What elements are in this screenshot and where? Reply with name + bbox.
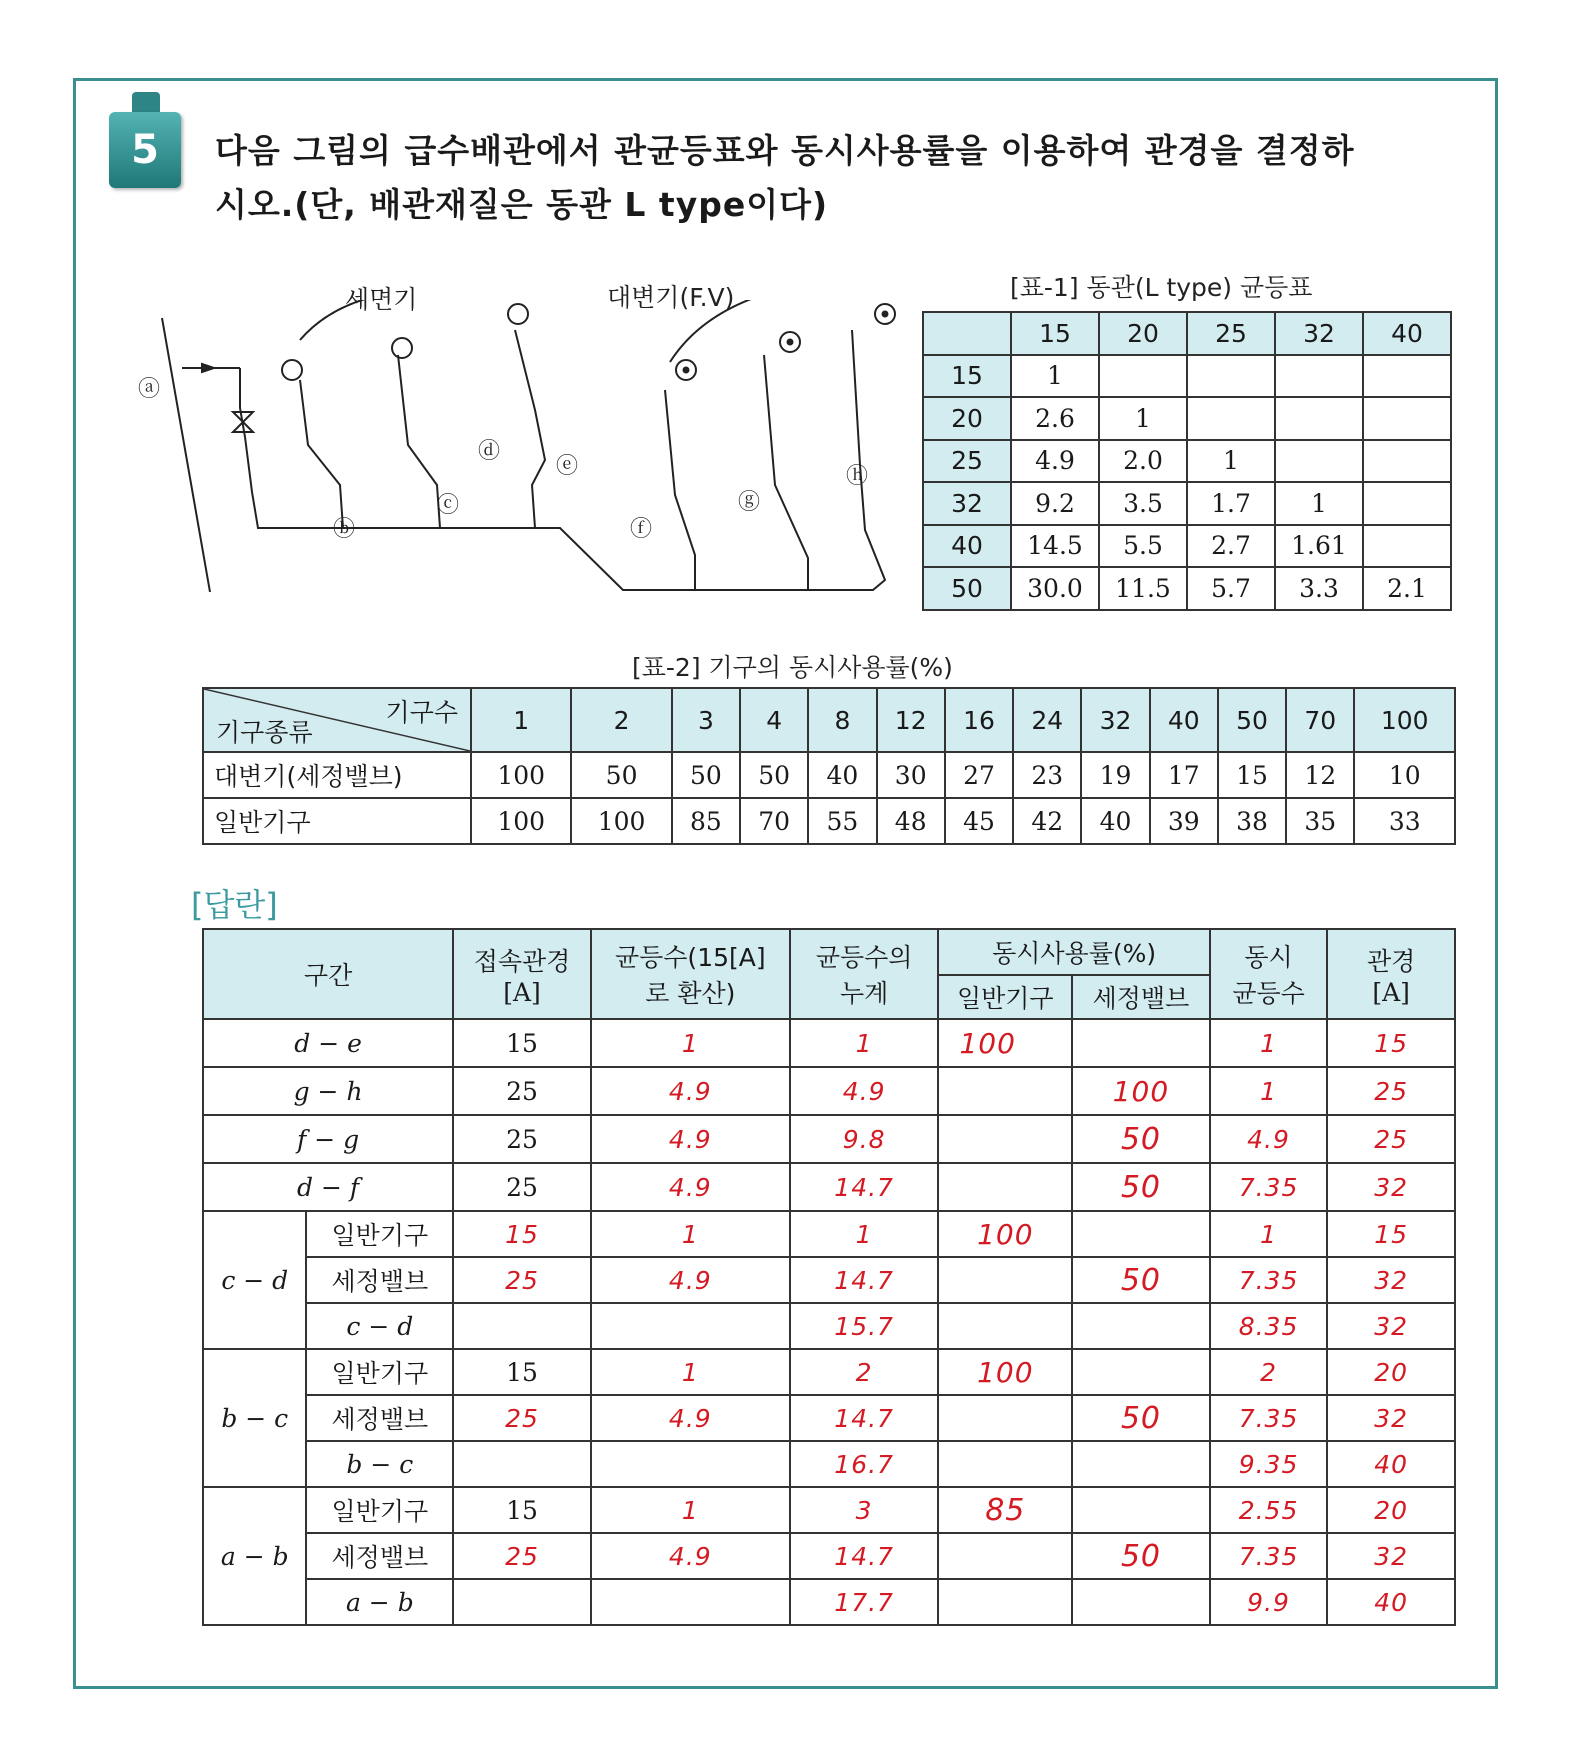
row-dia: 32 xyxy=(1327,1163,1455,1211)
group-flush xyxy=(1072,1579,1210,1625)
row-section: g − h xyxy=(203,1067,453,1115)
table2-cell: 42 xyxy=(1013,798,1081,844)
table1-cell: 1 xyxy=(1187,440,1275,483)
table1-cell: 14.5 xyxy=(1011,525,1099,568)
table1-col-header: 20 xyxy=(1099,312,1187,355)
table2-count: 12 xyxy=(877,688,945,752)
table2-cell: 38 xyxy=(1218,798,1286,844)
problem-text-line1: 다음 그림의 급수배관에서 관균등표와 동시사용률을 이용하여 관경을 결정하 xyxy=(215,131,1355,170)
point-c: ⓒ xyxy=(437,493,460,518)
table1-cell xyxy=(1275,397,1363,440)
row-pipe: 25 xyxy=(453,1067,591,1115)
table2-corner xyxy=(203,688,471,752)
row-cum: 9.8 xyxy=(790,1115,939,1163)
row-general xyxy=(938,1115,1072,1163)
table2-count: 2 xyxy=(571,688,671,752)
group-sub: 일반기구 xyxy=(306,1487,453,1533)
row-dia: 25 xyxy=(1327,1115,1455,1163)
table2-cell: 48 xyxy=(877,798,945,844)
point-d: ⓓ xyxy=(478,439,501,464)
badge-cap xyxy=(132,92,160,114)
group-equiv: 1 xyxy=(591,1211,790,1257)
row-equiv: 4.9 xyxy=(591,1115,790,1163)
row-flush: 50 xyxy=(1072,1115,1210,1163)
group-section: c − d xyxy=(203,1211,306,1349)
hdr-general: 일반기구 xyxy=(938,975,1072,1019)
point-a: ⓐ xyxy=(138,377,161,402)
table1-col-header: 32 xyxy=(1275,312,1363,355)
table2-count: 100 xyxy=(1354,688,1455,752)
table1-cell: 1 xyxy=(1275,482,1363,525)
table2-cell: 100 xyxy=(471,752,571,798)
group-pipe: 15 xyxy=(453,1211,591,1257)
label-lavatory: 세면기 xyxy=(345,285,418,314)
group-cum: 3 xyxy=(790,1487,939,1533)
hdr-section: 구간 xyxy=(203,929,453,1019)
table2-cell: 85 xyxy=(672,798,740,844)
group-simul: 1 xyxy=(1210,1211,1328,1257)
row-cum: 1 xyxy=(790,1019,939,1067)
group-dia: 32 xyxy=(1327,1303,1455,1349)
row-flush: 100 xyxy=(1072,1067,1210,1115)
group-section: b − c xyxy=(203,1349,306,1487)
row-pipe: 25 xyxy=(453,1163,591,1211)
row-cum: 14.7 xyxy=(790,1163,939,1211)
group-pipe xyxy=(453,1303,591,1349)
table1-cell: 2.1 xyxy=(1363,567,1451,610)
table2-cell: 17 xyxy=(1150,752,1218,798)
table2-caption: [표-2] 기구의 동시사용률(%) xyxy=(632,653,953,682)
row-simul: 7.35 xyxy=(1210,1163,1328,1211)
group-general xyxy=(938,1441,1072,1487)
table2-cell: 39 xyxy=(1150,798,1218,844)
table1-cell xyxy=(1099,355,1187,398)
group-sub: c − d xyxy=(306,1303,453,1349)
table2-cell: 100 xyxy=(471,798,571,844)
group-equiv: 1 xyxy=(591,1487,790,1533)
group-sub: b − c xyxy=(306,1441,453,1487)
group-pipe: 25 xyxy=(453,1395,591,1441)
hdr-simul-equiv: 동시 균등수 xyxy=(1210,929,1328,1019)
group-simul: 8.35 xyxy=(1210,1303,1328,1349)
table1-cell xyxy=(1363,482,1451,525)
group-flush xyxy=(1072,1487,1210,1533)
row-equiv: 1 xyxy=(591,1019,790,1067)
table2-count: 50 xyxy=(1218,688,1286,752)
table1-row-header: 50 xyxy=(923,567,1011,610)
table2-cell: 50 xyxy=(571,752,671,798)
table1-cell xyxy=(1363,525,1451,568)
group-sub: 세정밸브 xyxy=(306,1257,453,1303)
table1-cell: 30.0 xyxy=(1011,567,1099,610)
table2-cell: 19 xyxy=(1081,752,1149,798)
table1-corner xyxy=(923,312,1011,355)
group-section: a − b xyxy=(203,1487,306,1625)
point-g: ⓖ xyxy=(738,490,761,515)
table2-count: 3 xyxy=(672,688,740,752)
table1-cell: 3.5 xyxy=(1099,482,1187,525)
table1-cell xyxy=(1275,440,1363,483)
group-flush xyxy=(1072,1211,1210,1257)
table1-cell xyxy=(1363,397,1451,440)
table1-cell: 1 xyxy=(1099,397,1187,440)
table1-row-header: 32 xyxy=(923,482,1011,525)
group-flush xyxy=(1072,1441,1210,1487)
group-simul: 2 xyxy=(1210,1349,1328,1395)
table1-cell: 3.3 xyxy=(1275,567,1363,610)
table2-count: 16 xyxy=(945,688,1013,752)
row-equiv: 4.9 xyxy=(591,1163,790,1211)
table2-cell: 35 xyxy=(1286,798,1354,844)
row-simul: 1 xyxy=(1210,1019,1328,1067)
hdr-flush: 세정밸브 xyxy=(1072,975,1210,1019)
hdr-pipe-size: 접속관경 [A] xyxy=(453,929,591,1019)
group-pipe xyxy=(453,1441,591,1487)
group-pipe: 15 xyxy=(453,1487,591,1533)
group-cum: 16.7 xyxy=(790,1441,939,1487)
row-pipe: 25 xyxy=(453,1115,591,1163)
group-cum: 14.7 xyxy=(790,1257,939,1303)
group-sub: 세정밸브 xyxy=(306,1533,453,1579)
table1-cell: 1.7 xyxy=(1187,482,1275,525)
group-flush: 50 xyxy=(1072,1533,1210,1579)
table2-cell: 45 xyxy=(945,798,1013,844)
point-e: ⓔ xyxy=(556,454,579,479)
table2-count: 40 xyxy=(1150,688,1218,752)
group-dia: 32 xyxy=(1327,1257,1455,1303)
problem-number-badge: 5 xyxy=(109,112,181,188)
group-sub: 일반기구 xyxy=(306,1349,453,1395)
row-flush xyxy=(1072,1019,1210,1067)
row-simul: 4.9 xyxy=(1210,1115,1328,1163)
group-simul: 7.35 xyxy=(1210,1395,1328,1441)
group-flush xyxy=(1072,1303,1210,1349)
group-dia: 40 xyxy=(1327,1441,1455,1487)
hdr-equiv: 균등수(15[A] 로 환산) xyxy=(591,929,790,1019)
table2-cell: 15 xyxy=(1218,752,1286,798)
table1-caption: [표-1] 동관(L type) 균등표 xyxy=(1010,273,1313,302)
point-f: ⓕ xyxy=(630,517,653,542)
table2-count: 70 xyxy=(1286,688,1354,752)
table2-cell: 33 xyxy=(1354,798,1455,844)
row-dia: 25 xyxy=(1327,1067,1455,1115)
simultaneous-use-table xyxy=(202,687,1456,845)
table1-cell: 9.2 xyxy=(1011,482,1099,525)
table2-cell: 40 xyxy=(808,752,876,798)
table2-cell: 50 xyxy=(672,752,740,798)
table1-row-header: 15 xyxy=(923,355,1011,398)
group-simul: 2.55 xyxy=(1210,1487,1328,1533)
label-toilet: 대변기(F.V) xyxy=(607,283,735,312)
group-equiv: 4.9 xyxy=(591,1257,790,1303)
row-general xyxy=(938,1163,1072,1211)
table1-cell xyxy=(1363,355,1451,398)
table1-cell: 11.5 xyxy=(1099,567,1187,610)
table2-cell: 50 xyxy=(740,752,808,798)
hdr-cumulative: 균등수의 누계 xyxy=(790,929,939,1019)
group-equiv: 1 xyxy=(591,1349,790,1395)
table2-cell: 10 xyxy=(1354,752,1455,798)
group-general xyxy=(938,1579,1072,1625)
row-cum: 4.9 xyxy=(790,1067,939,1115)
group-simul: 7.35 xyxy=(1210,1257,1328,1303)
answer-table xyxy=(202,928,1456,1626)
group-cum: 14.7 xyxy=(790,1533,939,1579)
group-cum: 15.7 xyxy=(790,1303,939,1349)
table1-cell: 1 xyxy=(1011,355,1099,398)
table1-cell: 4.9 xyxy=(1011,440,1099,483)
equivalence-table xyxy=(922,311,1452,611)
table1-row-header: 40 xyxy=(923,525,1011,568)
table2-count: 8 xyxy=(808,688,876,752)
group-flush xyxy=(1072,1349,1210,1395)
group-sub: 일반기구 xyxy=(306,1211,453,1257)
table1-cell: 2.6 xyxy=(1011,397,1099,440)
table1-row-header: 20 xyxy=(923,397,1011,440)
group-pipe: 25 xyxy=(453,1257,591,1303)
table1-cell: 5.7 xyxy=(1187,567,1275,610)
group-general xyxy=(938,1395,1072,1441)
table2-cell: 27 xyxy=(945,752,1013,798)
group-general: 85 xyxy=(938,1487,1072,1533)
table2-cell: 30 xyxy=(877,752,945,798)
table2-corner-top: 기구수 xyxy=(385,698,458,727)
table1-cell xyxy=(1187,355,1275,398)
group-dia: 32 xyxy=(1327,1533,1455,1579)
answer-label: [답란] xyxy=(191,886,278,924)
group-equiv: 4.9 xyxy=(591,1533,790,1579)
group-dia: 32 xyxy=(1327,1395,1455,1441)
group-general xyxy=(938,1257,1072,1303)
table2-cell: 70 xyxy=(740,798,808,844)
group-cum: 17.7 xyxy=(790,1579,939,1625)
group-simul: 9.9 xyxy=(1210,1579,1328,1625)
group-simul: 9.35 xyxy=(1210,1441,1328,1487)
table1-col-header: 15 xyxy=(1011,312,1099,355)
table2-cell: 12 xyxy=(1286,752,1354,798)
group-general: 100 xyxy=(938,1211,1072,1257)
group-flush: 50 xyxy=(1072,1395,1210,1441)
group-pipe xyxy=(453,1579,591,1625)
table2-cell: 23 xyxy=(1013,752,1081,798)
group-pipe: 25 xyxy=(453,1533,591,1579)
table1-row-header: 25 xyxy=(923,440,1011,483)
row-simul: 1 xyxy=(1210,1067,1328,1115)
table1-col-header: 40 xyxy=(1363,312,1451,355)
row-flush: 50 xyxy=(1072,1163,1210,1211)
group-general xyxy=(938,1303,1072,1349)
table2-row-name: 일반기구 xyxy=(203,798,471,844)
table2-count: 4 xyxy=(740,688,808,752)
group-general xyxy=(938,1533,1072,1579)
group-cum: 1 xyxy=(790,1211,939,1257)
table2-count: 1 xyxy=(471,688,571,752)
piping-diagram xyxy=(140,300,900,600)
group-flush: 50 xyxy=(1072,1257,1210,1303)
table2-count: 32 xyxy=(1081,688,1149,752)
table1-cell xyxy=(1275,355,1363,398)
row-section: d − e xyxy=(203,1019,453,1067)
table1-cell: 2.7 xyxy=(1187,525,1275,568)
group-dia: 20 xyxy=(1327,1349,1455,1395)
table2-cell: 100 xyxy=(571,798,671,844)
group-sub: a − b xyxy=(306,1579,453,1625)
hdr-simul-rate: 동시사용률(%) xyxy=(938,929,1209,975)
group-equiv xyxy=(591,1441,790,1487)
row-general xyxy=(938,1067,1072,1115)
table2-cell: 55 xyxy=(808,798,876,844)
hdr-diameter: 관경 [A] xyxy=(1327,929,1455,1019)
group-general: 100 xyxy=(938,1349,1072,1395)
table1-cell: 5.5 xyxy=(1099,525,1187,568)
row-pipe: 15 xyxy=(453,1019,591,1067)
row-dia: 15 xyxy=(1327,1019,1455,1067)
row-equiv: 4.9 xyxy=(591,1067,790,1115)
group-dia: 15 xyxy=(1327,1211,1455,1257)
problem-text-line2: 시오.(단, 배관재질은 동관 L type이다) xyxy=(215,185,829,224)
row-general: 100 xyxy=(938,1019,1072,1067)
table1-cell xyxy=(1187,397,1275,440)
point-b: ⓑ xyxy=(333,517,356,542)
group-equiv xyxy=(591,1303,790,1349)
table1-col-header: 25 xyxy=(1187,312,1275,355)
group-cum: 2 xyxy=(790,1349,939,1395)
row-section: f − g xyxy=(203,1115,453,1163)
group-pipe: 15 xyxy=(453,1349,591,1395)
table2-corner-bottom: 기구종류 xyxy=(216,718,313,747)
group-equiv: 4.9 xyxy=(591,1395,790,1441)
group-sub: 세정밸브 xyxy=(306,1395,453,1441)
group-equiv xyxy=(591,1579,790,1625)
point-h: ⓗ xyxy=(846,464,869,489)
group-dia: 20 xyxy=(1327,1487,1455,1533)
table2-cell: 40 xyxy=(1081,798,1149,844)
table1-cell: 2.0 xyxy=(1099,440,1187,483)
table1-cell xyxy=(1363,440,1451,483)
table1-cell: 1.61 xyxy=(1275,525,1363,568)
group-dia: 40 xyxy=(1327,1579,1455,1625)
row-section: d − f xyxy=(203,1163,453,1211)
table2-row-name: 대변기(세정밸브) xyxy=(203,752,471,798)
group-cum: 14.7 xyxy=(790,1395,939,1441)
group-simul: 7.35 xyxy=(1210,1533,1328,1579)
table2-count: 24 xyxy=(1013,688,1081,752)
